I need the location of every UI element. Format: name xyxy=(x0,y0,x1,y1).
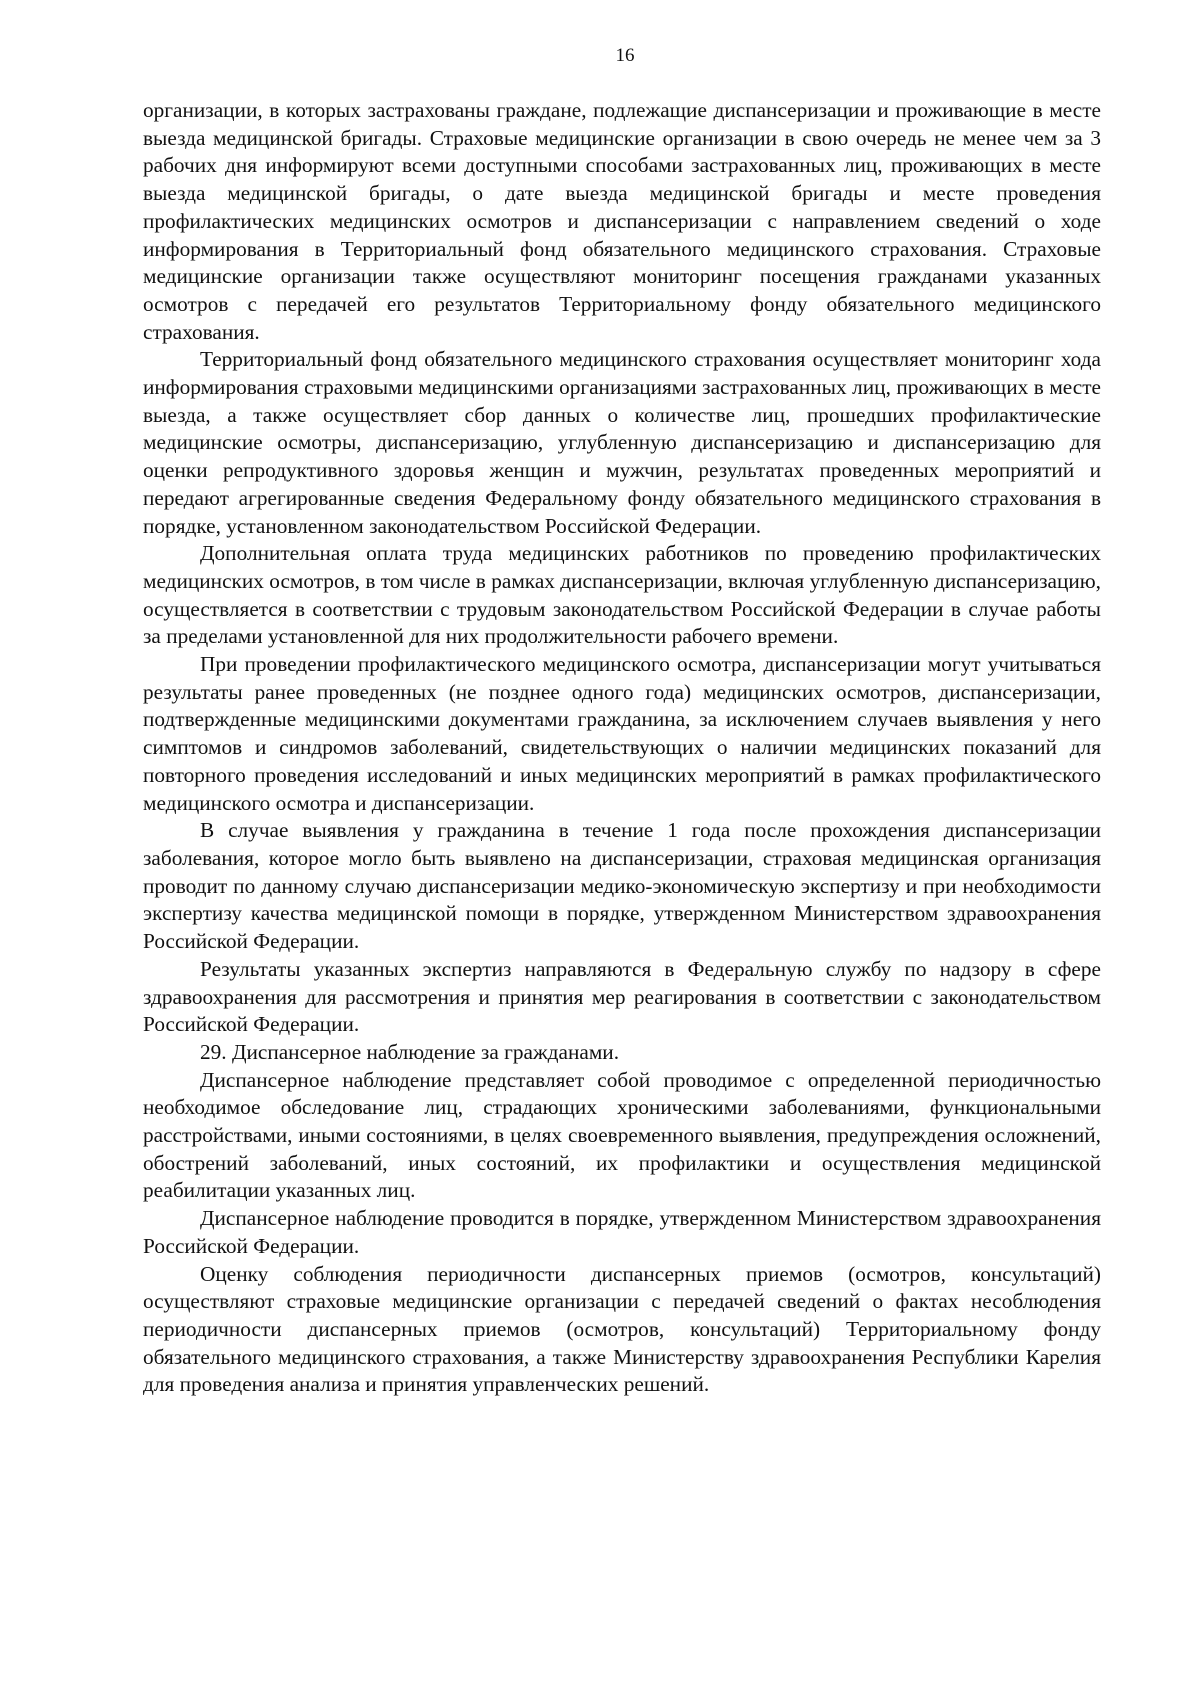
paragraph-periodicity-assessment: Оценку соблюдения периодичности диспансерных приемов (осмотров, консультаций) осуществляют страховые медицинские организации с передачей сведений о фактах несоблюдения периодичности диспансерных приемов (осмотров, консультаций) Территориальному фонду обязательного медицинского страхования, а также Министерству здравоохранения Республики Карелия для проведения анализа и принятия управленческих решений. xyxy=(143,1261,1101,1397)
document-body xyxy=(143,97,1101,1399)
paragraph-dispensary-order: Диспансерное наблюдение проводится в порядке, утвержденном Министерством здравоохранения Российской Федерации. xyxy=(143,1206,1101,1258)
paragraph-additional-pay: Дополнительная оплата труда медицинских работников по проведению профилактических медицинских осмотров, в том числе в рамках диспансеризации, включая углубленную диспансеризацию, осуществляется в соответствии с трудовым законодательством Российской Федерации в случае работы за пределами установленной для них продолжительности рабочего времени. xyxy=(143,541,1101,649)
section-heading-29: 29. Диспансерное наблюдение за гражданами. xyxy=(200,1039,620,1064)
page-number: 16 xyxy=(615,45,635,66)
paragraph-expertise-results: Результаты указанных экспертиз направляются в Федеральную службу по надзору в сфере здравоохранения для рассмотрения и принятия мер реагирования в соответствии с законодательством Российской Федерации. xyxy=(143,956,1101,1037)
paragraph-continuation: организации, в которых застрахованы граждане, подлежащие диспансеризации и проживающие в месте выезда медицинской бригады. Страховые медицинские организации в свою очередь не менее чем за 3 рабочих дня информируют всеми доступными способами застрахованных лиц, проживающих в месте выезда медицинской бригады, о дате выезда медицинской бригады и месте проведения профилактических медицинских осмотров и диспансеризации с направлением сведений о ходе информирования в Территориальный фонд обязательного медицинского страхования. Страховые медицинские организации также осуществляют мониторинг посещения гражданами указанных осмотров с передачей его результатов Территориальному фонду обязательного медицинского страхования. xyxy=(143,98,1101,344)
paragraph-previous-results: При проведении профилактического медицинского осмотра, диспансеризации могут учитываться результаты ранее проведенных (не позднее одного года) медицинских осмотров, диспансеризации, подтвержденные медицинскими документами гражданина, за исключением случаев выявления у него симптомов и синдромов заболеваний, свидетельствующих о наличии медицинских показаний для повторного проведения исследований и иных медицинских мероприятий в рамках профилактического медицинского осмотра и диспансеризации. xyxy=(143,652,1101,815)
paragraph-territorial-fund-monitoring: Территориальный фонд обязательного медицинского страхования осуществляет мониторинг хода информирования страховыми медицинскими организациями застрахованных лиц, проживающих в месте выезда, а также осуществляет сбор данных о количестве лиц, прошедших профилактические медицинские осмотры, диспансеризацию, углубленную диспансеризацию и диспансеризацию для оценки репродуктивного здоровья женщин и мужчин, результатах проведенных мероприятий и передают агрегированные сведения Федеральному фонду обязательного медицинского страхования в порядке, установленном законодательством Российской Федерации. xyxy=(143,347,1101,538)
paragraph-expertise: В случае выявления у гражданина в течение 1 года после прохождения диспансеризации заболевания, которое могло быть выявлено на диспансеризации, страховая медицинская организация проводит по данному случаю диспансеризации медико-экономическую экспертизу и при необходимости экспертизу качества медицинской помощи в порядке, утвержденном Министерством здравоохранения Российской Федерации. xyxy=(143,818,1101,954)
paragraph-dispensary-definition: Диспансерное наблюдение представляет собой проводимое с определенной периодичностью необходимое обследование лиц, страдающих хроническими заболеваниями, функциональными расстройствами, иными состояниями, в целях своевременного выявления, предупреждения осложнений, обострений заболеваний, иных состояний, их профилактики и осуществления медицинской реабилитации указанных лиц. xyxy=(143,1067,1101,1203)
